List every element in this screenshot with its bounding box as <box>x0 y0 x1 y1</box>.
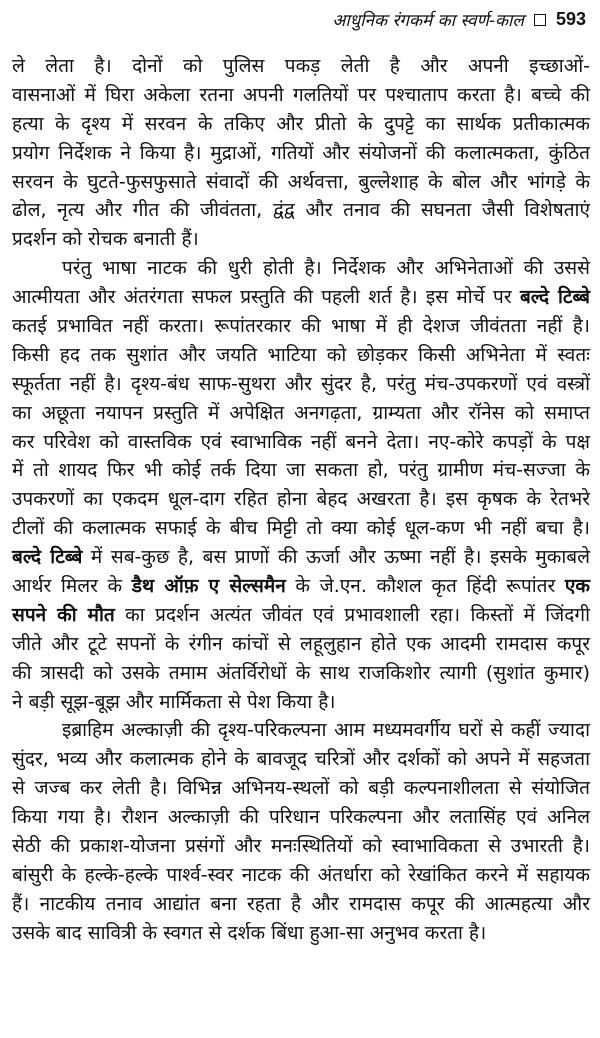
text-segment: का प्रदर्शन अत्यंत जीवंत एवं प्रभावशाली रहा। किस्तों में जिंदगी <box>114 603 590 626</box>
text-line <box>12 832 590 861</box>
text-segment: इब्राहिम अल्काज़ी की दृश्य-परिकल्पना आम मध्यमवर्गीय घरों से कहीं ज्यादा <box>62 719 590 742</box>
text-segment: के जे.एन. कौशल कृत हिंदी रूपांतर <box>285 575 565 598</box>
text-line <box>12 168 590 197</box>
running-title: आधुनिक रंगकर्म का स्वर्ण-काल <box>332 11 524 31</box>
text-segment: का अछूता नयापन प्रस्तुति में अपेक्षित अनगढ़ता, ग्राम्यता और रॉनेस को समाप्त <box>12 401 590 424</box>
text-line <box>12 485 590 514</box>
text-line <box>12 139 590 168</box>
text-line <box>12 514 590 543</box>
paragraph <box>12 254 590 716</box>
text-line <box>12 52 590 81</box>
paragraph <box>12 716 590 947</box>
text-line <box>12 196 590 225</box>
text-line <box>12 803 590 832</box>
page-number: 593 <box>555 9 586 29</box>
text-line <box>12 601 590 630</box>
text-segment: से जज्ब कर लेती है। विभिन्न अभिनय-स्थलों को बड़ी कल्पनाशीलता से संयोजित <box>12 777 590 800</box>
text-line <box>12 543 590 572</box>
text-segment: किसी हद तक सुशांत और जयति भाटिया को छोड़कर किसी अभिनेता में स्वतः <box>12 343 590 366</box>
text-segment: परंतु भाषा नाटक की धुरी होती है। निर्देशक और अभिनेताओं की उससे <box>62 257 590 280</box>
text-segment: प्रदर्शन को रोचक बनाती हैं। <box>12 228 199 251</box>
text-segment: हत्या के दृश्य में सरवन के तकिए और प्रीतो के दुपट्टे का सार्थक प्रतीकात्मक <box>12 112 590 135</box>
text-line <box>12 341 590 370</box>
text-segment: वासनाओं में घिरा अकेला रतना अपनी गलतियों पर पश्चाताप करता है। बच्चे की <box>12 83 590 106</box>
text-segment: बांसुरी के हल्के-हल्के पार्श्व-स्वर नाटक की अंतर्धारा को रेखांकित करने में सहायक <box>12 863 590 886</box>
text-segment: हैं। नाटकीय तनाव आद्यांत बना रहता है और रामदास कपूर की आत्महत्या और <box>12 892 590 915</box>
running-header <box>332 8 586 31</box>
text-line <box>12 572 590 601</box>
text-segment: सुंदर, भव्य और कलात्मक होने के बावजूद चरित्रों और दर्शकों को अपने में सहजता <box>12 748 590 771</box>
text-line <box>12 370 590 399</box>
text-line <box>12 688 590 717</box>
text-line <box>12 399 590 428</box>
text-segment: ढोल, नृत्य और गीत की जीवंतता, द्वंद्व और तनाव की सघनता जैसी विशेषताएं <box>12 199 590 222</box>
text-line <box>12 225 590 254</box>
text-line <box>12 861 590 890</box>
bold-title-text: बल्दे टिब्बे <box>519 286 590 309</box>
bold-title-text: बल्दे टिब्बे <box>12 546 83 569</box>
text-segment: सेठी की प्रकाश-योजना प्रसंगों और मनःस्थितियों को स्वाभाविकता से उभारती है। <box>12 835 590 858</box>
text-segment: ने बड़ी सूझ-बूझ और मार्मिकता से पेश किया है। <box>12 690 336 713</box>
square-bullet-icon <box>534 14 546 26</box>
text-line <box>12 312 590 341</box>
text-line <box>12 919 590 948</box>
text-line <box>12 716 590 745</box>
text-segment: किया गया है। रौशन अल्काज़ी की परिधान परिकल्पना और लतासिंह एवं अनिल <box>12 806 590 829</box>
text-line <box>12 428 590 457</box>
text-segment: कर परिवेश को वास्तविक एवं स्वाभाविक नहीं बनने देता। नए-कोरे कपड़ों के पक्ष <box>12 430 590 453</box>
text-line <box>12 254 590 283</box>
paragraph <box>12 52 590 254</box>
page-body <box>12 52 590 948</box>
text-segment: की त्रासदी को उसके तमाम अंतर्विरोधों के साथ राजकिशोर त्यागी (सुशांत कुमार) <box>12 661 590 684</box>
text-line <box>12 110 590 139</box>
bold-title-text: एक <box>564 575 591 598</box>
text-segment: उपकरणों का एकदम धूल-दाग रहित होना बेहद अखरता है। इस कृषक के रेतभरे <box>12 488 590 511</box>
text-line <box>12 283 590 312</box>
text-line <box>12 659 590 688</box>
text-line <box>12 630 590 659</box>
text-segment: में तो शायद फिर भी कोई तर्क दिया जा सकता हो, परंतु ग्रामीण मंच-सज्जा के <box>12 459 590 482</box>
text-segment: प्रयोग निर्देशक ने किया है। मुद्राओं, गतियों और संयोजनों की कलात्मकता, कुंठित <box>12 141 591 164</box>
text-segment: में सब-कुछ है, बस प्राणों की ऊर्जा और ऊष्मा नहीं है। इसके मुकाबले <box>82 546 591 569</box>
text-segment: ले लेता है। दोनों को पुलिस पकड़ लेती है और अपनी इच्छाओं- <box>12 55 590 77</box>
bold-title-text: डैथ ऑफ़ ए सेल्समैन <box>131 575 286 598</box>
text-segment: सरवन के घुटते-फुसफुसाते संवादों की अर्थवत्ता, बुल्लेशाह के बोल और भांगड़े के <box>12 170 590 193</box>
text-line <box>12 774 590 803</box>
text-line <box>12 890 590 919</box>
bold-title-text: सपने की मौत <box>12 603 115 626</box>
text-segment: आत्मीयता और अंतरंगता सफल प्रस्तुति की पहली शर्त है। इस मोर्चे पर <box>12 286 520 309</box>
text-segment: आर्थर मिलर के <box>12 575 132 598</box>
text-segment: उसके बाद सावित्री के स्वगत से दर्शक बिंधा हुआ-सा अनुभव करता है। <box>12 921 487 944</box>
text-segment: टीलों की कलात्मक सफाई के बीच मिट्टी तो क्या कोई धूल-कण भी नहीं बचा है। <box>12 517 590 540</box>
text-line <box>12 456 590 485</box>
text-segment: जीते और टूटे सपनों के रंगीन कांचों से लहूलुहान होते एक आदमी रामदास कपूर <box>12 632 590 655</box>
text-line <box>12 745 590 774</box>
text-line <box>12 81 590 110</box>
text-segment: कतई प्रभावित नहीं करता। रूपांतरकार की भाषा में ही देशज जीवंतता नहीं है। <box>12 315 590 338</box>
text-segment: स्फूर्तता नहीं है। दृश्य-बंध साफ-सुथरा और सुंदर है, परंतु मंच-उपकरणों एवं वस्त्रों <box>12 372 590 395</box>
